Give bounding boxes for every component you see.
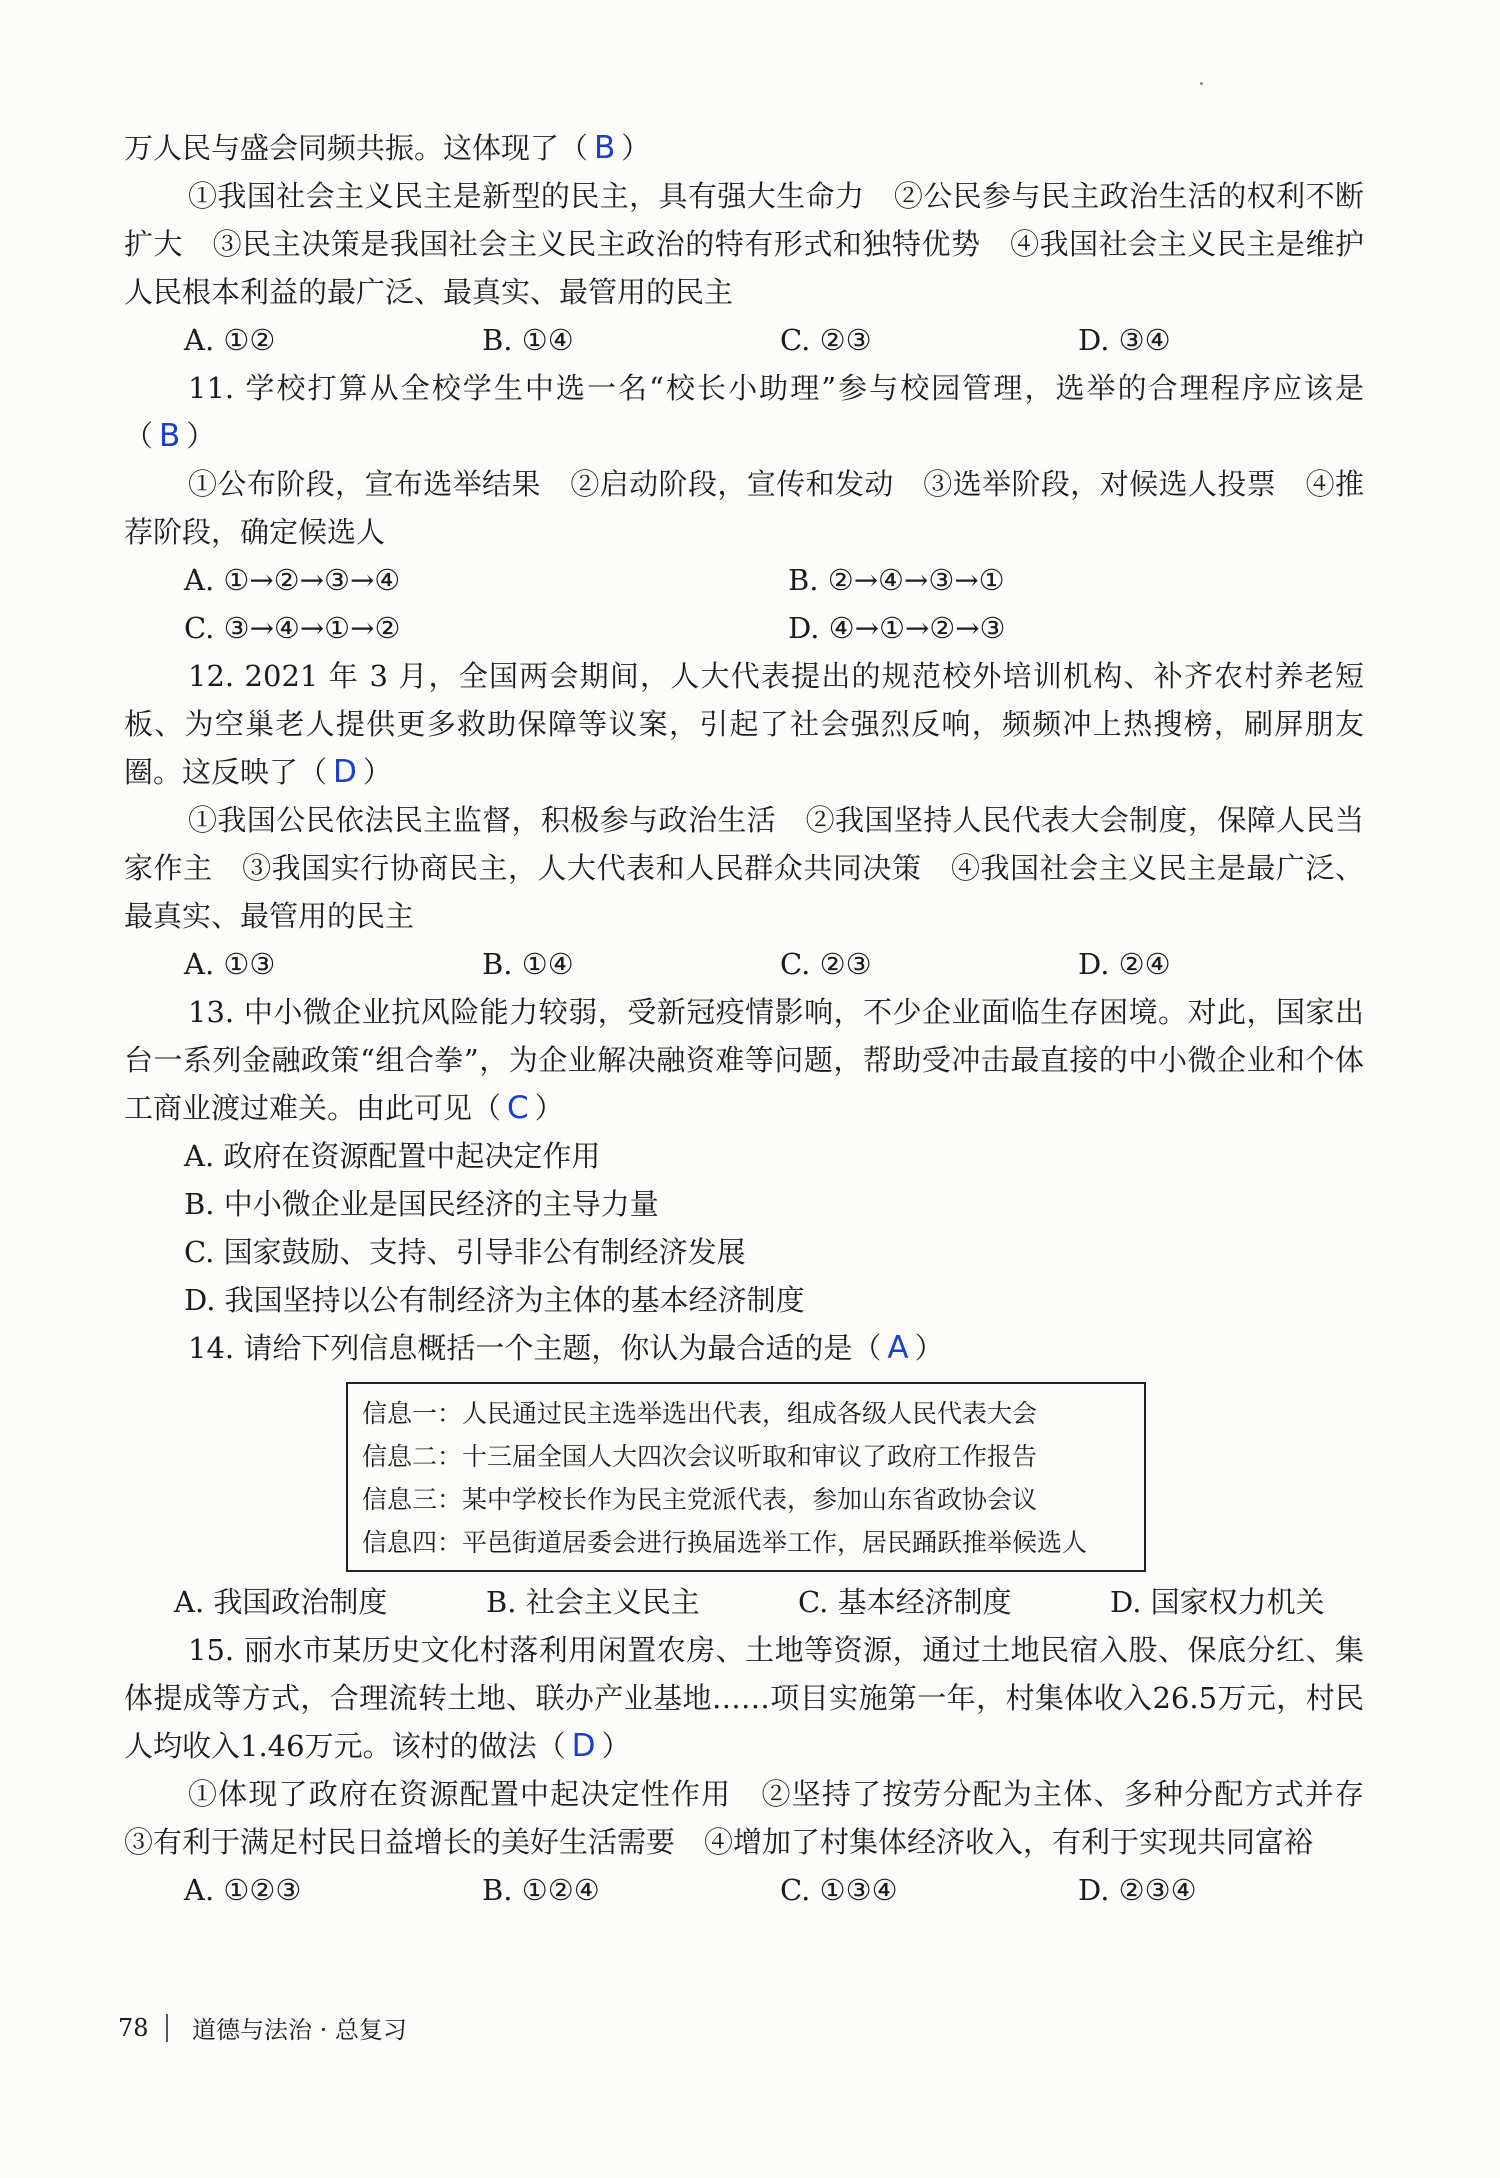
q11-options-row1 [124,556,1364,604]
q10-option-a: A. ①② [184,323,276,357]
q14-option-b: B. 社会主义民主 [486,1585,700,1619]
q13-option-c: C. 国家鼓励、支持、引导非公有制经济发展 [184,1235,746,1269]
q11-option-c: C. ③→④→①→② [184,611,401,645]
q15-answer: D [571,1728,596,1764]
scan-speck [1200,82,1203,85]
page-number: 78 [118,2013,149,2042]
q10-option-d: D. ③④ [1078,323,1171,357]
q11-options-row2 [124,604,1364,652]
footer-divider [166,2014,168,2042]
q11-statement: ①公布阶段，宣布选举结果 ②启动阶段，宣传和发动 ③选举阶段，对候选人投票 ④推荐阶段，确定候选人 [124,467,1364,549]
q14-answer: A [887,1330,909,1366]
q10-option-c: C. ②③ [780,323,872,357]
q14-option-d: D. 国家权力机关 [1110,1585,1325,1619]
q14-info-1: 信息一：人民通过民主选举选出代表，组成各级人民代表大会 [362,1399,1038,1428]
q11-stem: 11. 学校打算从全校学生中选一名“校长小助理”参与校园管理，选举的合理程序应该是（ B ） [124,371,1364,454]
q11-answer: B [159,418,181,454]
q14-option-c: C. 基本经济制度 [798,1585,1012,1619]
q13-option-b: B. 中小微企业是国民经济的主导力量 [184,1187,659,1221]
q10-answer: B [594,130,616,166]
q11-option-a: A. ①→②→③→④ [184,563,401,597]
q15-option-c: C. ①③④ [780,1873,898,1907]
q14-info-3: 信息三：某中学校长作为民主党派代表，参加山东省政协会议 [362,1485,1038,1514]
q13-option-d: D. 我国坚持以公有制经济为主体的基本经济制度 [184,1283,805,1317]
q13-stem: 13. 中小微企业抗风险能力较弱，受新冠疫情影响，不少企业面临生存困境。对此，国家出台一系列金融政策“组合拳”，为企业解决融资难等问题，帮助受冲击最直接的中小微企业和个体工商业渡过难关。由此可见（ C ） [124,995,1364,1126]
book-title: 道德与法治 · 总复习 [192,2016,407,2044]
q14-option-a: A. 我国政治制度 [174,1585,388,1619]
q15-statement: ①体现了政府在资源配置中起决定性作用 ②坚持了按劳分配为主体、多种分配方式并存 ③有利于满足村民日益增长的美好生活需要 ④增加了村集体经济收入，有利于实现共同富裕 [124,1777,1394,1859]
q15-option-b: B. ①②④ [482,1873,600,1907]
q13-answer: C [507,1090,529,1126]
q10-option-b: B. ①④ [482,323,574,357]
q12-options [124,940,1364,988]
q10-stem: 万人民与盛会同频共振。这体现了（ B ） [124,130,651,166]
q14-info-box [346,1382,1146,1572]
q12-option-d: D. ②④ [1078,947,1171,981]
q13-option-a: A. 政府在资源配置中起决定作用 [184,1139,601,1173]
q15-option-a: A. ①②③ [184,1873,302,1907]
page-footer [118,2010,407,2045]
q15-stem: 15. 丽水市某历史文化村落利用闲置农房、土地等资源，通过土地民宿入股、保底分红、集体提成等方式，合理流转土地、联办产业基地……项目实施第一年，村集体收入26.5万元，村民人均收入1.46万元。该村的做法（ D ） [124,1633,1364,1764]
q12-stem: 12. 2021 年 3 月，全国两会期间，人大代表提出的规范校外培训机构、补齐农村养老短板、为空巢老人提供更多救助保障等议案，引起了社会强烈反响，频频冲上热搜榜，刷屏朋友圈。这反映了（ D ） [124,659,1364,790]
q10-statement: ①我国社会主义民主是新型的民主，具有强大生命力 ②公民参与民主政治生活的权利不断扩大 ③民主决策是我国社会主义民主政治的特有形式和独特优势 ④我国社会主义民主是维护人民根本利益的最广泛、最真实、最管用的民主 [124,179,1364,309]
q11-option-d: D. ④→①→②→③ [788,611,1006,645]
q14-stem: 14. 请给下列信息概括一个主题，你认为最合适的是（ A ） [188,1330,944,1366]
q12-statement: ①我国公民依法民主监督，积极参与政治生活 ②我国坚持人民代表大会制度，保障人民当家作主 ③我国实行协商民主，人大代表和人民群众共同决策 ④我国社会主义民主是最广泛、最真实、最管用的民主 [124,803,1364,933]
q14-options [124,1578,1364,1626]
q12-option-a: A. ①③ [184,947,276,981]
q12-option-b: B. ①④ [482,947,574,981]
q15-option-d: D. ②③④ [1078,1873,1197,1907]
q12-answer: D [333,754,357,790]
page-content [124,124,1394,1914]
q10-options [124,316,1364,364]
q14-info-2: 信息二：十三届全国人大四次会议听取和审议了政府工作报告 [362,1442,1038,1471]
q12-option-c: C. ②③ [780,947,872,981]
q15-options [124,1866,1364,1914]
q11-option-b: B. ②→④→③→① [788,563,1005,597]
q14-info-4: 信息四：平邑街道居委会进行换届选举工作，居民踊跃推举候选人 [362,1528,1088,1557]
